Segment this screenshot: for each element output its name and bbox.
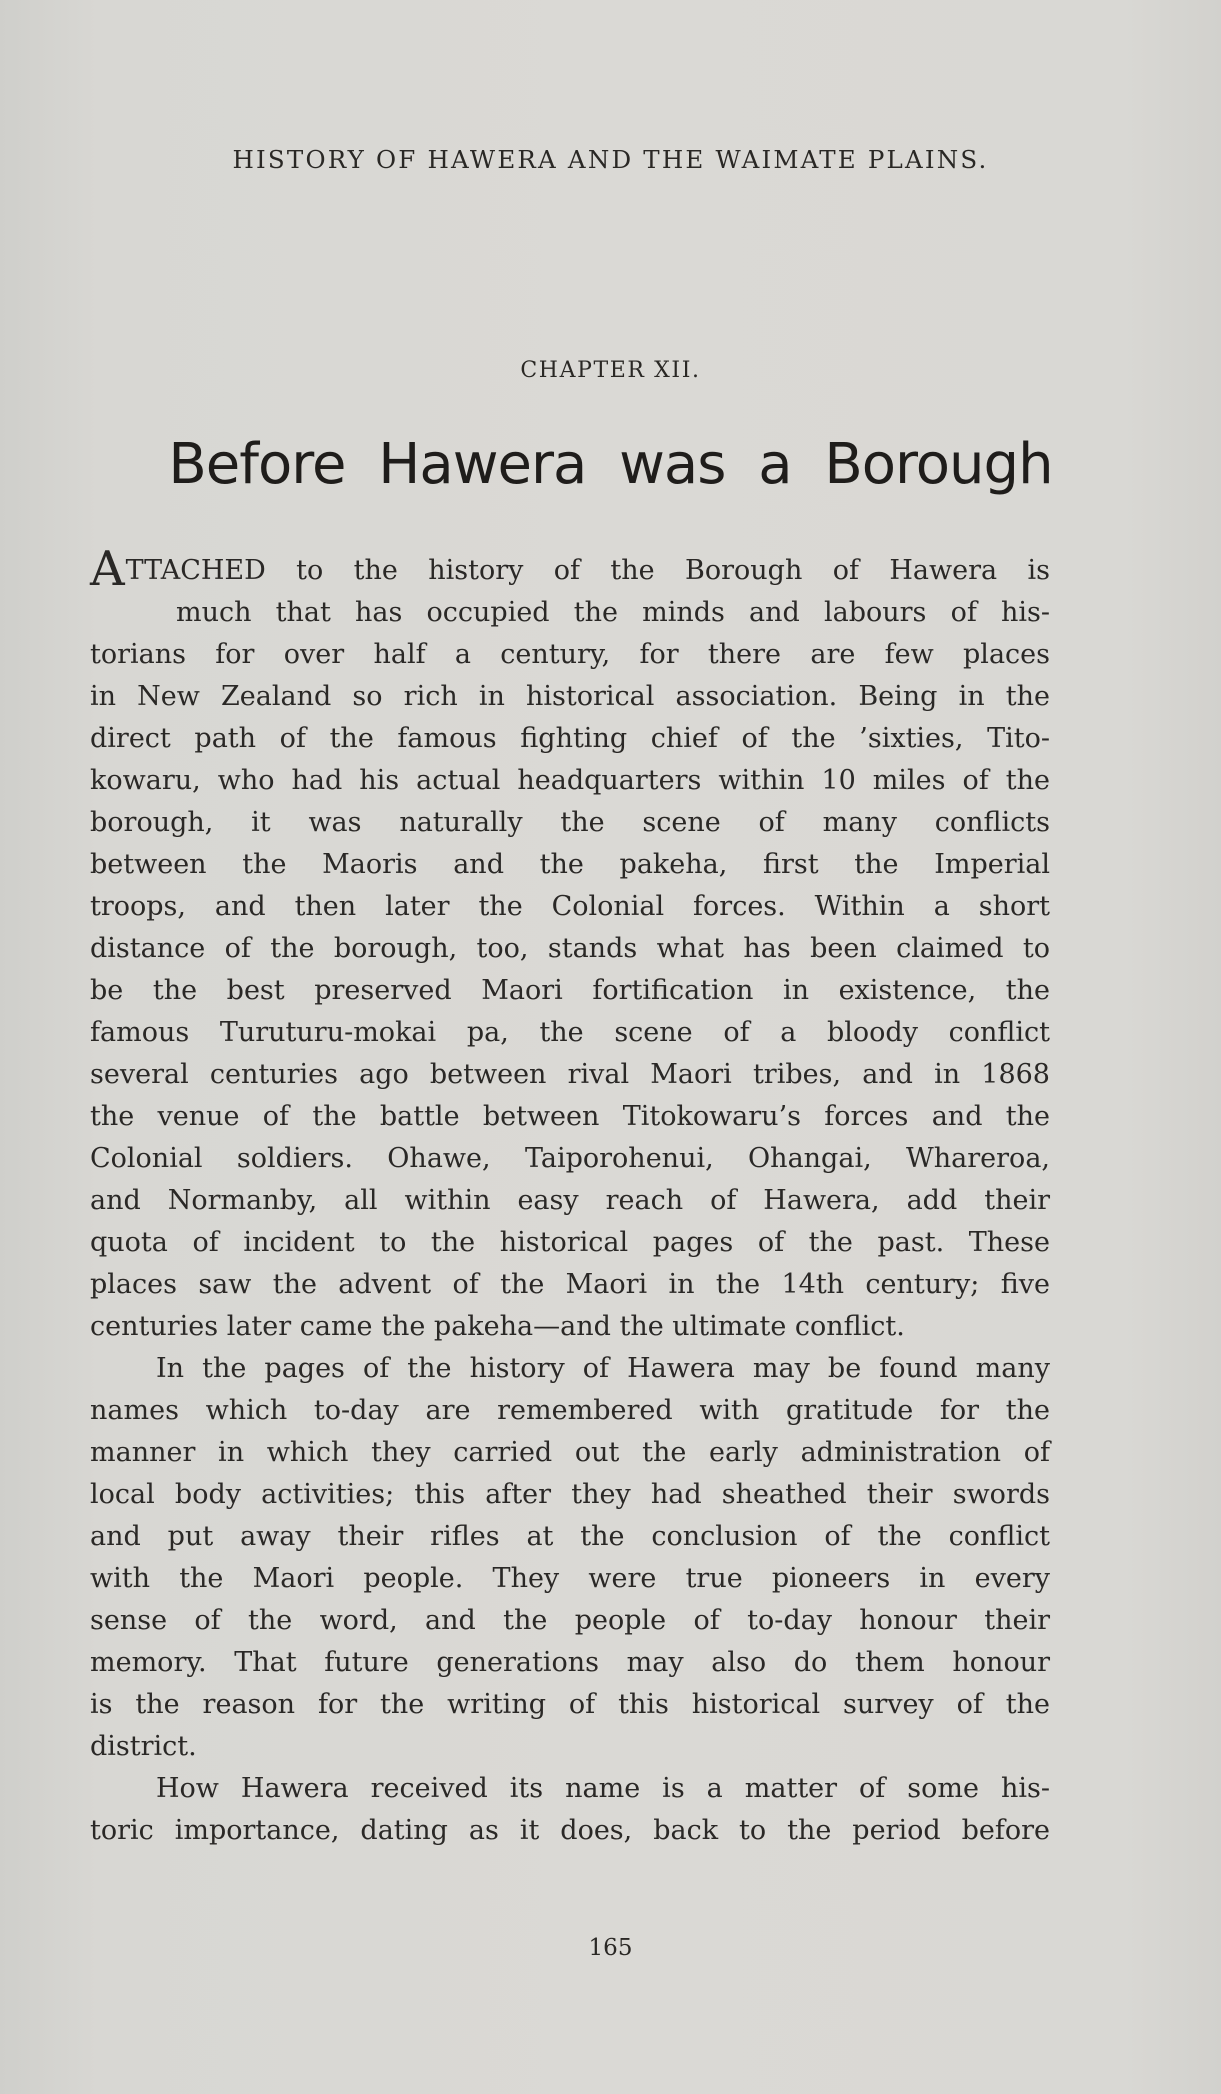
- text-line: distance of the borough, too, stands what has been claimed to: [90, 933, 1050, 964]
- text-line: much that has occupied the minds and labours of his-: [176, 597, 1050, 628]
- text-line: [90, 541, 1050, 597]
- text-line: in New Zealand so rich in historical association. Being in the: [90, 681, 1050, 712]
- text-line: quota of incident to the historical pages of the past. These: [90, 1227, 1050, 1258]
- text-line: between the Maoris and the pakeha, first the Imperial: [90, 849, 1050, 880]
- text-line: and put away their rifles at the conclusion of the conflict: [90, 1521, 1050, 1552]
- text-line: borough, it was naturally the scene of many conflicts: [90, 807, 1050, 838]
- text-line: and Normanby, all within easy reach of Hawera, add their: [90, 1185, 1050, 1216]
- text-line: Colonial soldiers. Ohawe, Taiporohenui, Ohangai, Whareroa,: [90, 1143, 1050, 1174]
- text-line-content: TTACHED to the history of the Borough of Hawera is: [125, 555, 1050, 586]
- text-line: district.: [90, 1731, 197, 1762]
- text-line: direct path of the famous fighting chief of the ’sixties, Tito-: [90, 723, 1050, 754]
- text-line: names which to-day are remembered with gratitude for the: [90, 1395, 1050, 1426]
- text-line-content: In the pages of the history of Hawera may be found many: [156, 1353, 1050, 1384]
- text-line: kowaru, who had his actual headquarters within 10 miles of the: [90, 765, 1050, 796]
- text-line: is the reason for the writing of this historical survey of the: [90, 1689, 1050, 1720]
- body-text: [90, 541, 1050, 1852]
- text-line: with the Maori people. They were true pioneers in every: [90, 1563, 1050, 1594]
- text-line: be the best preserved Maori fortification in existence, the: [90, 975, 1050, 1006]
- text-line: toric importance, dating as it does, back to the period before: [90, 1815, 1050, 1846]
- text-line: sense of the word, and the people of to-day honour their: [90, 1605, 1050, 1636]
- text-line-content: How Hawera received its name is a matter of some his-: [156, 1773, 1050, 1804]
- text-line: [90, 1768, 1050, 1810]
- text-line: several centuries ago between rival Maori tribes, and in 1868: [90, 1059, 1050, 1090]
- text-line: troops, and then later the Colonial forces. Within a short: [90, 891, 1050, 922]
- text-line: torians for over half a century, for there are few places: [90, 639, 1050, 670]
- text-line: centuries later came the pakeha—and the ultimate conflict.: [90, 1311, 905, 1342]
- text-line: places saw the advent of the Maori in the 14th century; five: [90, 1269, 1050, 1300]
- drop-cap: A: [90, 541, 125, 597]
- text-line: manner in which they carried out the early administration of: [90, 1437, 1050, 1468]
- text-line: famous Turuturu-mokai pa, the scene of a bloody conflict: [90, 1017, 1050, 1048]
- text-line: memory. That future generations may also do them honour: [90, 1647, 1050, 1678]
- chapter-title: Before Hawera was a Borough: [168, 432, 1053, 497]
- text-line: [90, 1348, 1050, 1390]
- text-line: local body activities; this after they had sheathed their swords: [90, 1479, 1050, 1510]
- chapter-label: CHAPTER XII.: [520, 358, 701, 383]
- running-head: HISTORY OF HAWERA AND THE WAIMATE PLAINS.: [232, 145, 989, 174]
- text-line: the venue of the battle between Titokowaru’s forces and the: [90, 1101, 1050, 1132]
- page-number: 165: [588, 1935, 633, 1961]
